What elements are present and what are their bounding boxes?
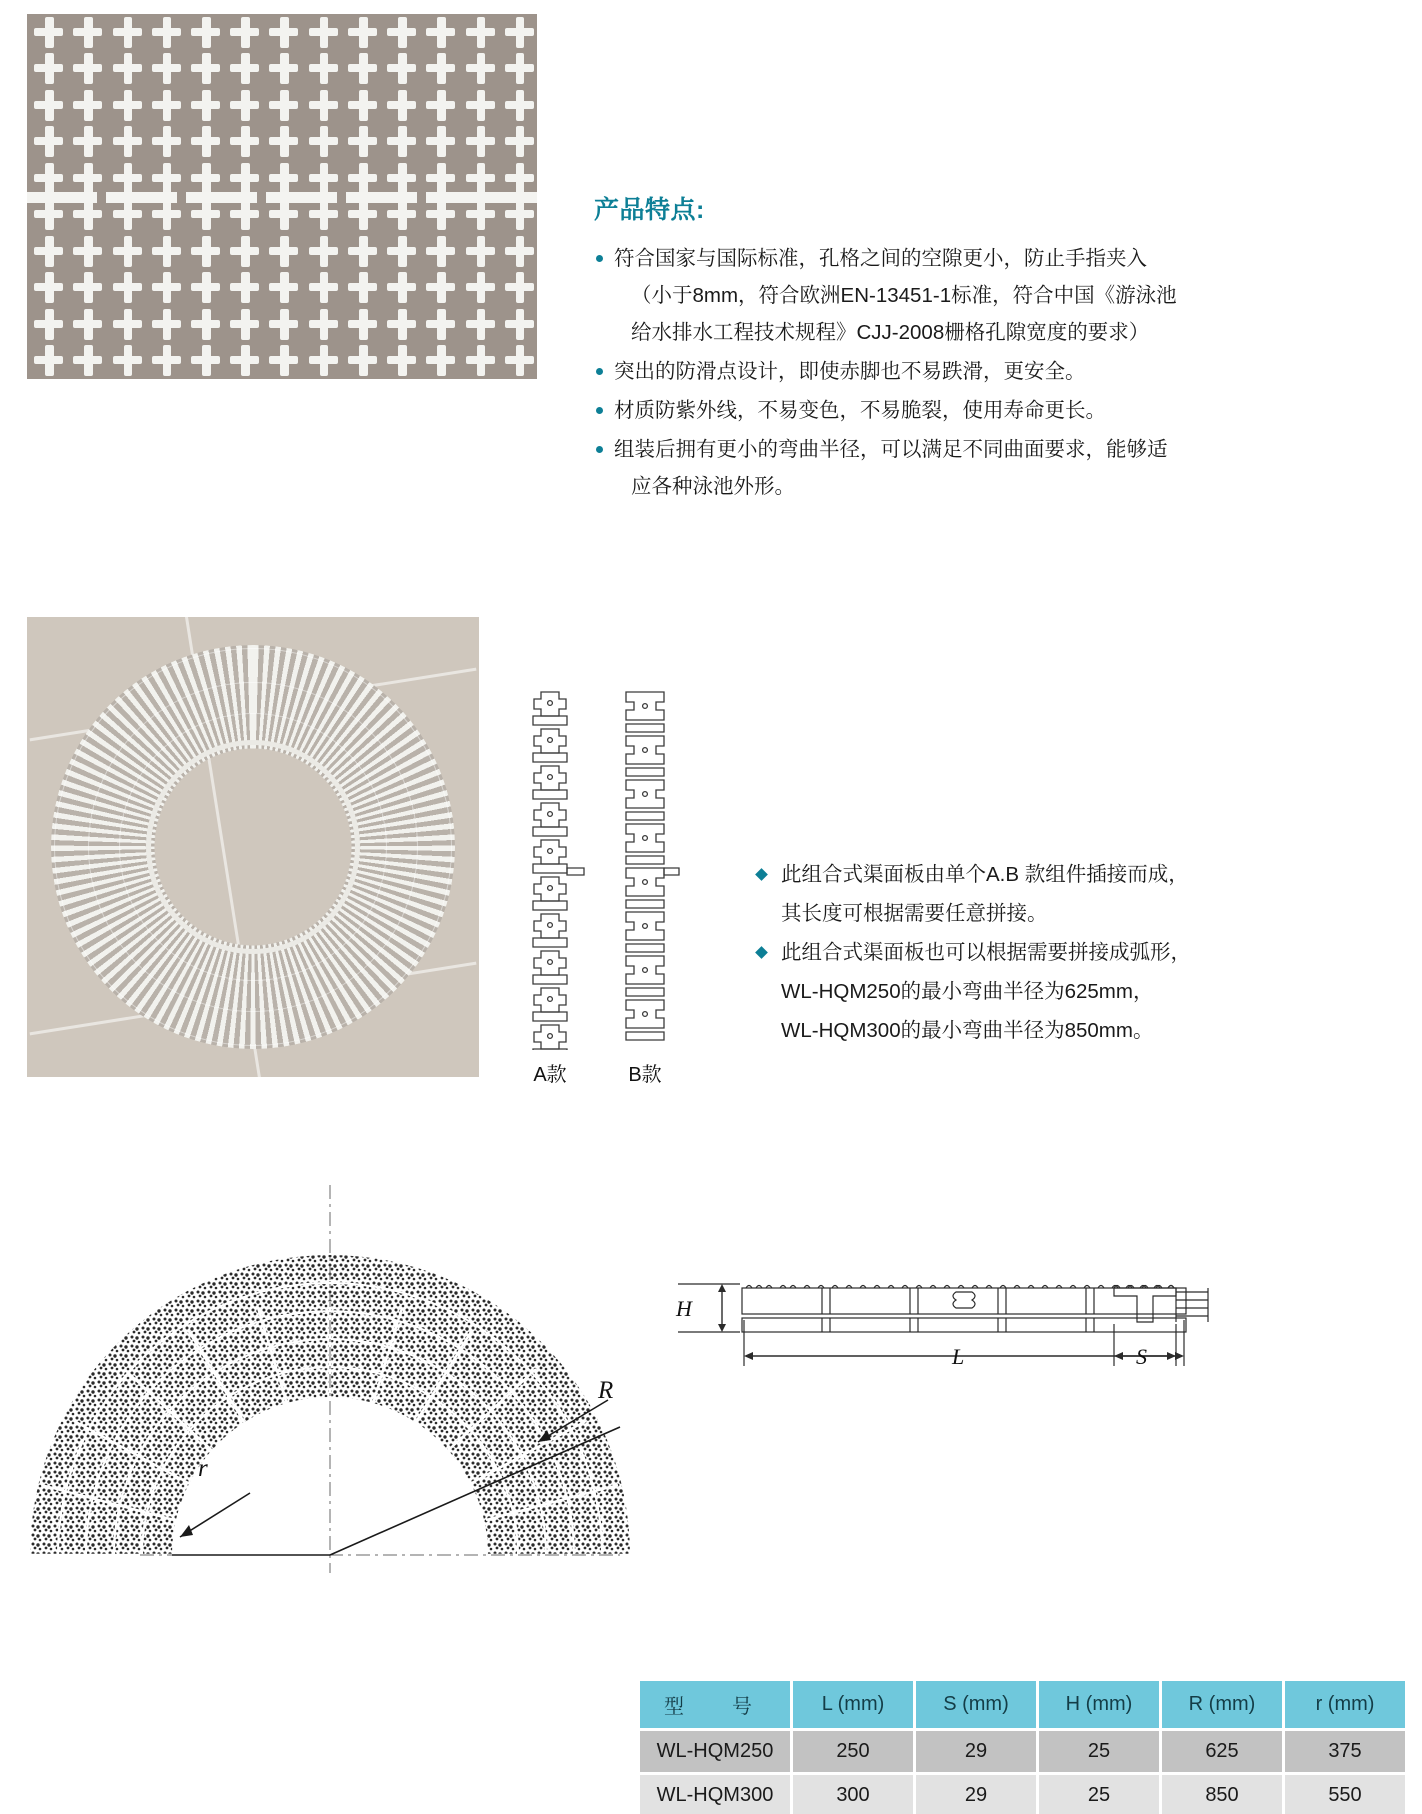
column-header-L: L (mm)	[793, 1681, 913, 1728]
ring-inner-edge	[146, 740, 360, 954]
column-header-model: 型 号	[640, 1681, 790, 1728]
feature-line: 应各种泳池外形。	[631, 475, 795, 498]
feature-line: 给水排水工程技术规程》CJJ-2008栅格孔隙宽度的要求）	[631, 321, 1150, 344]
assembly-line: 此组合式渠面板由单个A.B 款组件插接而成，	[781, 863, 1189, 886]
feature-line: 突出的防滑点设计，即使赤脚也不易跌滑，更安全。	[614, 360, 1086, 383]
label-length-L: L	[952, 1344, 965, 1369]
feature-item	[594, 392, 1204, 429]
mesh-panel-photo	[27, 14, 537, 379]
label-spacing-S: S	[1136, 1344, 1147, 1369]
assembly-line: 其长度可根据需要任意拼接。	[781, 902, 1048, 925]
label-radius-r: r	[198, 1455, 208, 1482]
feature-item	[594, 240, 1204, 351]
cell-L: 250	[793, 1731, 913, 1772]
cell-L: 300	[793, 1775, 913, 1814]
bullet-dot-icon	[596, 446, 603, 453]
cell-S: 29	[916, 1731, 1036, 1772]
side-section-drawing	[1106, 1270, 1226, 1380]
label-height-H: H	[676, 1296, 692, 1321]
feature-line: 组装后拥有更小的弯曲半径，可以满足不同曲面要求，能够适	[614, 438, 1168, 461]
cell-model: WL-HQM300	[640, 1775, 790, 1814]
feature-item	[594, 353, 1204, 390]
column-header-r: r (mm)	[1285, 1681, 1405, 1728]
bullet-diamond-icon	[755, 868, 768, 881]
strip-a-label: A款	[533, 1064, 567, 1086]
table-row	[640, 1775, 1405, 1814]
features-title: 产品特点:	[594, 196, 705, 224]
features-list	[594, 240, 1204, 505]
assembly-notes-block	[757, 855, 1207, 1050]
product-features-block	[594, 190, 1204, 507]
column-header-H: H (mm)	[1039, 1681, 1159, 1728]
cell-R: 625	[1162, 1731, 1282, 1772]
feature-line: （小于8mm，符合欧洲EN-13451-1标准，符合中国《游泳池	[631, 284, 1177, 307]
cell-H: 25	[1039, 1775, 1159, 1814]
radius-r-leader	[172, 1493, 330, 1555]
assembly-line: WL-HQM250的最小弯曲半径为625mm，	[781, 980, 1154, 1003]
side-profile	[1114, 1286, 1208, 1323]
strip-b-label: B款	[628, 1064, 662, 1086]
strip-a-drawing	[515, 690, 585, 1086]
table-header-row	[640, 1681, 1405, 1728]
column-header-R: R (mm)	[1162, 1681, 1282, 1728]
arc-radius-diagram	[20, 1155, 640, 1575]
cell-r: 550	[1285, 1775, 1405, 1814]
bullet-dot-icon	[596, 368, 603, 375]
cell-H: 25	[1039, 1731, 1159, 1772]
cell-R: 850	[1162, 1775, 1282, 1814]
cell-model: WL-HQM250	[640, 1731, 790, 1772]
feature-item	[594, 431, 1204, 505]
assembly-line: 此组合式渠面板也可以根据需要拼接成弧形，	[781, 941, 1191, 964]
bullet-dot-icon	[596, 255, 603, 262]
specification-table	[637, 1678, 1408, 1814]
assembly-item	[757, 855, 1207, 933]
assembly-list	[757, 855, 1207, 1050]
column-header-S: S (mm)	[916, 1681, 1036, 1728]
label-radius-R: R	[598, 1377, 614, 1404]
bullet-dot-icon	[596, 407, 603, 414]
cell-S: 29	[916, 1775, 1036, 1814]
bullet-diamond-icon	[755, 946, 768, 959]
strip-b-drawing	[610, 690, 680, 1086]
cell-r: 375	[1285, 1731, 1405, 1772]
assembly-line: WL-HQM300的最小弯曲半径为850mm。	[781, 1019, 1154, 1042]
feature-line: 符合国家与国际标准，孔格之间的空隙更小，防止手指夹入	[614, 247, 1147, 270]
feature-line: 材质防紫外线，不易变色，不易脆裂，使用寿命更长。	[614, 399, 1106, 422]
assembled-ring-photo	[27, 617, 479, 1077]
assembly-item	[757, 933, 1207, 1050]
table-row	[640, 1731, 1405, 1772]
